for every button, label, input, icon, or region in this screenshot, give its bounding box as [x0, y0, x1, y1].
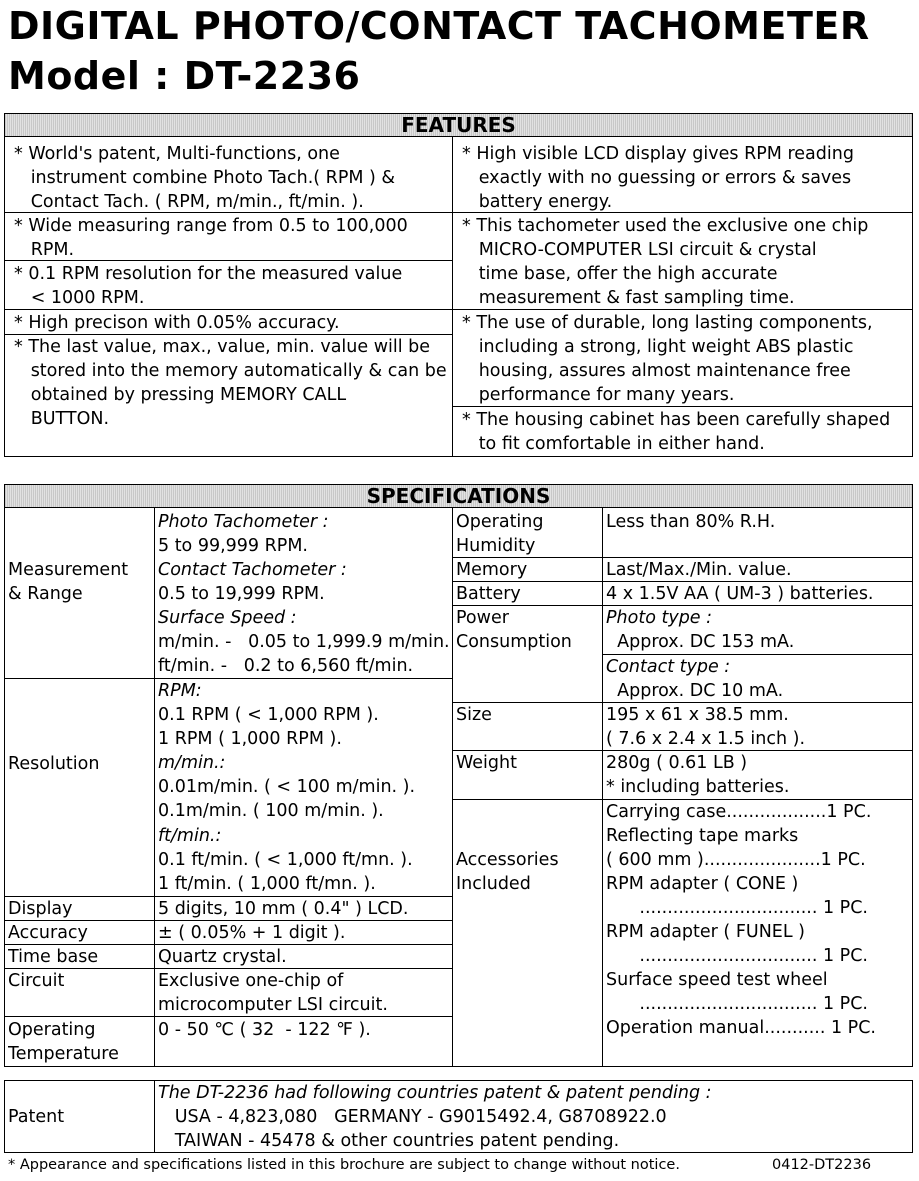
resolution-label: Resolution	[8, 754, 100, 774]
surface-speed-value: m/min. - 0.05 to 1,999.9 m/min. ft/min. - 0.2 to 6,560 ft/min.	[158, 632, 450, 676]
document-code: 0412-DT2236	[772, 1157, 872, 1173]
features-divider	[452, 137, 453, 456]
feature-right-4: * The housing cabinet has been carefully shaped to fit comfortable in either hand.	[462, 410, 891, 454]
spec-divider	[154, 508, 155, 1066]
memory-value: Last/Max./Min. value.	[606, 560, 792, 580]
photo-tach-value: 5 to 99,999 RPM.	[158, 536, 308, 556]
photo-type-value: Approx. DC 153 mA.	[606, 632, 795, 652]
spec-divider	[602, 508, 603, 1066]
accessories-label: Accessories Included	[456, 850, 559, 894]
feature-right-3: * The use of durable, long lasting components, including a strong, light weight ABS plastic housing, assures almost maintenance free performance for many years.	[462, 313, 873, 405]
patent-label: Patent	[8, 1107, 65, 1127]
feature-left-2: * Wide measuring range from 0.5 to 100,000 RPM.	[14, 216, 408, 260]
battery-label: Battery	[456, 584, 521, 604]
surface-speed-label: Surface Speed :	[158, 608, 297, 628]
operating-temperature-label: Operating Temperature	[8, 1020, 119, 1064]
spec-rule	[5, 678, 452, 679]
mmin-resolution-value: 0.01m/min. ( < 100 m/min. ). 0.1m/min. ( 100 m/min. ).	[158, 777, 416, 821]
humidity-value: Less than 80% R.H.	[606, 512, 776, 532]
feature-right-1: * High visible LCD display gives RPM reading exactly with no guessing or errors & saves battery energy.	[462, 144, 854, 212]
weight-label: Weight	[456, 753, 517, 773]
contact-type-value: Approx. DC 10 mA.	[606, 681, 784, 701]
timebase-label: Time base	[8, 947, 99, 967]
size-value: 195 x 61 x 38.5 mm. ( 7.6 x 2.4 x 1.5 inch ).	[606, 705, 806, 749]
timebase-value: Quartz crystal.	[158, 947, 287, 967]
measurement-range-label: Measurement & Range	[8, 560, 129, 604]
contact-type-label: Contact type :	[606, 657, 731, 677]
power-label: Power Consumption	[456, 608, 572, 652]
size-label: Size	[456, 705, 492, 725]
page-title: DIGITAL PHOTO/CONTACT TACHOMETER	[8, 4, 870, 48]
accuracy-value: ± ( 0.05% + 1 digit ).	[158, 923, 346, 943]
patent-intro: The DT-2236 had following countries patent & patent pending :	[158, 1083, 712, 1103]
patent-text: USA - 4,823,080 GERMANY - G9015492.4, G8708922.0 TAIWAN - 45478 & other countries patent pending.	[174, 1107, 667, 1151]
feature-left-1: * World's patent, Multi-functions, one instrument combine Photo Tach.( RPM ) & Contact Tach. ( RPM, m/min., ft/min. ).	[14, 144, 396, 212]
weight-value: 280g ( 0.61 LB ) * including batteries.	[606, 753, 790, 797]
contact-tach-label: Contact Tachometer :	[158, 560, 347, 580]
features-heading: FEATURES	[4, 113, 913, 137]
specifications-heading: SPECIFICATIONS	[4, 484, 913, 508]
rpm-resolution-value: 0.1 RPM ( < 1,000 RPM ). 1 RPM ( 1,000 RPM ).	[158, 705, 379, 749]
photo-tach-label: Photo Tachometer :	[158, 512, 329, 532]
mmin-resolution-label: m/min.:	[158, 753, 226, 773]
contact-tach-value: 0.5 to 19,999 RPM.	[158, 584, 325, 604]
model-title: Model : DT-2236	[8, 54, 361, 98]
feature-right-2: * This tachometer used the exclusive one chip MICRO-COMPUTER LSI circuit & crystal time base, offer the high accurate measurement & fast sampling time.	[462, 216, 869, 308]
spec-divider	[452, 508, 453, 1066]
footer-disclaimer: * Appearance and specifications listed in this brochure are subject to change without notice.	[8, 1157, 680, 1173]
feature-left-5: * The last value, max., value, min. value will be stored into the memory automatically & can be obtained by pressing MEMORY CALL BUTTON.	[14, 337, 447, 429]
accuracy-label: Accuracy	[8, 923, 88, 943]
patent-divider	[154, 1081, 155, 1152]
accessories-value: Carrying case..................1 PC. Reflecting tape marks ( 600 mm ).....................1 PC. RPM adapter ( CONE ) ................................ 1 PC. RPM adapter ( FUNEL ) ................................ 1 PC. Surface speed test wheel ................................ 1 PC. Operation manual........... 1 PC.	[606, 802, 876, 1038]
rpm-resolution-label: RPM:	[158, 681, 202, 701]
display-value: 5 digits, 10 mm ( 0.4" ) LCD.	[158, 899, 409, 919]
humidity-label: Operating Humidity	[456, 512, 544, 556]
battery-value: 4 x 1.5V AA ( UM-3 ) batteries.	[606, 584, 874, 604]
operating-temperature-value: 0 - 50 ℃ ( 32 - 122 ℉ ).	[158, 1020, 371, 1040]
photo-type-label: Photo type :	[606, 608, 713, 628]
circuit-value: Exclusive one-chip of microcomputer LSI circuit.	[158, 971, 388, 1015]
feature-left-4: * High precison with 0.05% accuracy.	[14, 313, 340, 333]
ftmin-resolution-value: 0.1 ft/min. ( < 1,000 ft/mn. ). 1 ft/min. ( 1,000 ft/mn. ).	[158, 850, 413, 894]
feature-left-3: * 0.1 RPM resolution for the measured value < 1000 RPM.	[14, 264, 403, 308]
circuit-label: Circuit	[8, 971, 65, 991]
ftmin-resolution-label: ft/min.:	[158, 826, 222, 846]
memory-label: Memory	[456, 560, 528, 580]
display-label: Display	[8, 899, 73, 919]
